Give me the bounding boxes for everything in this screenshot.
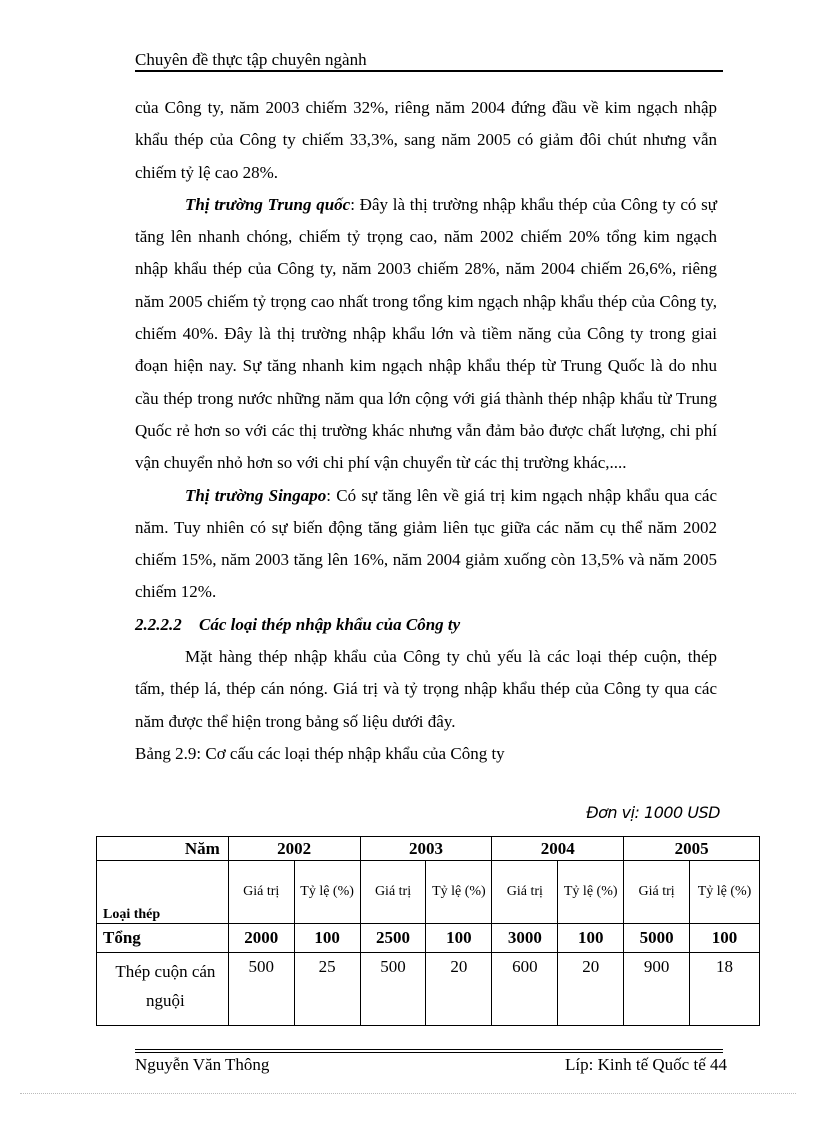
market-label-trung-quoc: Thị trường Trung quốc xyxy=(185,194,351,214)
table-row-total xyxy=(97,924,760,953)
footer-rule xyxy=(135,1052,723,1053)
header-title: Chuyên đề thực tập chuyên ngành xyxy=(135,50,367,69)
year-header: 2003 xyxy=(360,837,492,861)
table-cell: 100 xyxy=(426,924,492,953)
table-cell: 900 xyxy=(624,953,690,1026)
corner-year: Năm xyxy=(97,837,229,861)
table-cell: 500 xyxy=(228,953,294,1026)
row-label: Tổng xyxy=(97,924,229,953)
steel-import-table xyxy=(96,836,760,1026)
table-cell: 100 xyxy=(294,924,360,953)
table-caption: Bảng 2.9: Cơ cấu các loại thép nhập khẩu của Công ty xyxy=(135,743,505,763)
year-header: 2005 xyxy=(624,837,760,861)
header-rule xyxy=(135,70,723,72)
table-cell: 2500 xyxy=(360,924,426,953)
year-header: 2002 xyxy=(228,837,360,861)
year-header-row xyxy=(97,837,760,861)
section-title: Các loại thép nhập khẩu của Công ty xyxy=(199,614,461,634)
corner-type: Loại thép xyxy=(97,861,229,924)
sub-header-ratio: Tỷ lệ (%) xyxy=(690,861,760,924)
body-text xyxy=(135,92,717,770)
table-cell: 600 xyxy=(492,953,558,1026)
row-label: Thép cuộn cán nguội xyxy=(97,953,229,1026)
page-edge xyxy=(20,1093,796,1094)
section-heading xyxy=(135,609,717,641)
paragraph-singapo xyxy=(135,480,717,609)
paragraph-singapo-text: : Có sự tăng lên về giá trị kim ngạch nhập khẩu qua các năm. Tuy nhiên có sự biến động tăng giảm liên tục giữa các năm cụ thể năm 2002 chiếm 15%, năm 2003 tăng lên 16%, năm 2004 giảm xuống còn 13,5% và năm 2005 chiếm 12%. xyxy=(135,485,718,602)
sub-header-ratio: Tỷ lệ (%) xyxy=(558,861,624,924)
sub-header-value: Giá trị xyxy=(624,861,690,924)
sub-header-value: Giá trị xyxy=(360,861,426,924)
table-cell: 100 xyxy=(558,924,624,953)
table-cell: 500 xyxy=(360,953,426,1026)
table-cell: 2000 xyxy=(228,924,294,953)
table-cell: 3000 xyxy=(492,924,558,953)
table-cell: 20 xyxy=(558,953,624,1026)
market-label-singapo: Thị trường Singapo xyxy=(185,485,327,505)
footer-class: Líp: Kinh tế Quốc tế 44 xyxy=(565,1055,727,1074)
unit-label: Đơn vị: 1000 USD xyxy=(586,803,720,822)
table-cell: 25 xyxy=(294,953,360,1026)
table-cell: 20 xyxy=(426,953,492,1026)
sub-header-ratio: Tỷ lệ (%) xyxy=(426,861,492,924)
paragraph-4: Mặt hàng thép nhập khẩu của Công ty chủ yếu là các loại thép cuộn, thép tấm, thép lá, thép cán nóng. Giá trị và tỷ trọng nhập khẩu thép của Công ty qua các năm được thể hiện trong bảng số liệu dưới đây. xyxy=(135,647,717,731)
table-cell: 5000 xyxy=(624,924,690,953)
table-cell: 100 xyxy=(690,924,760,953)
sub-header-value: Giá trị xyxy=(228,861,294,924)
section-number: 2.2.2.2 xyxy=(135,614,182,634)
paragraph-trung-quoc-text: : Đây là thị trường nhập khẩu thép của Công ty có sự tăng lên nhanh chóng, chiếm tỷ trọng cao, năm 2002 chiếm 20% tổng kim ngạch nhập khẩu thép của Công ty, năm 2003 chiếm 28%, năm 2004 chiếm 26,6%, riêng năm 2005 chiếm tỷ trọng cao nhất trong tổng kim ngạch nhập khẩu thép của Công ty, chiếm 40%. Đây là thị trường nhập khẩu lớn và tiềm năng của Công ty trong giai đoạn hiện nay. Sự tăng nhanh kim ngạch nhập khẩu thép từ Trung Quốc là do nhu cầu thép trong nước những năm qua lớn cộng với giá thành thép nhập khẩu từ Trung Quốc rẻ hơn so với các thị trường khác nhưng vẫn đảm bảo được chất lượng, chi phí vận chuyển nhỏ hơn so với chi phí vận chuyển từ các thị trường khác,.... xyxy=(135,194,717,473)
year-header: 2004 xyxy=(492,837,624,861)
subheader-row xyxy=(97,861,760,924)
sub-header-value: Giá trị xyxy=(492,861,558,924)
table-cell: 18 xyxy=(690,953,760,1026)
paragraph-1: của Công ty, năm 2003 chiếm 32%, riêng năm 2004 đứng đầu về kim ngạch nhập khẩu thép của Công ty chiếm 33,3%, sang năm 2005 có giảm đôi chút nhưng vẫn chiếm tỷ lệ cao 28%. xyxy=(135,98,717,182)
footer-author: Nguyễn Văn Thông xyxy=(135,1055,270,1074)
sub-header-ratio: Tỷ lệ (%) xyxy=(294,861,360,924)
table-row xyxy=(97,953,760,1026)
paragraph-trung-quoc xyxy=(135,189,717,480)
footer-rule xyxy=(135,1049,723,1050)
